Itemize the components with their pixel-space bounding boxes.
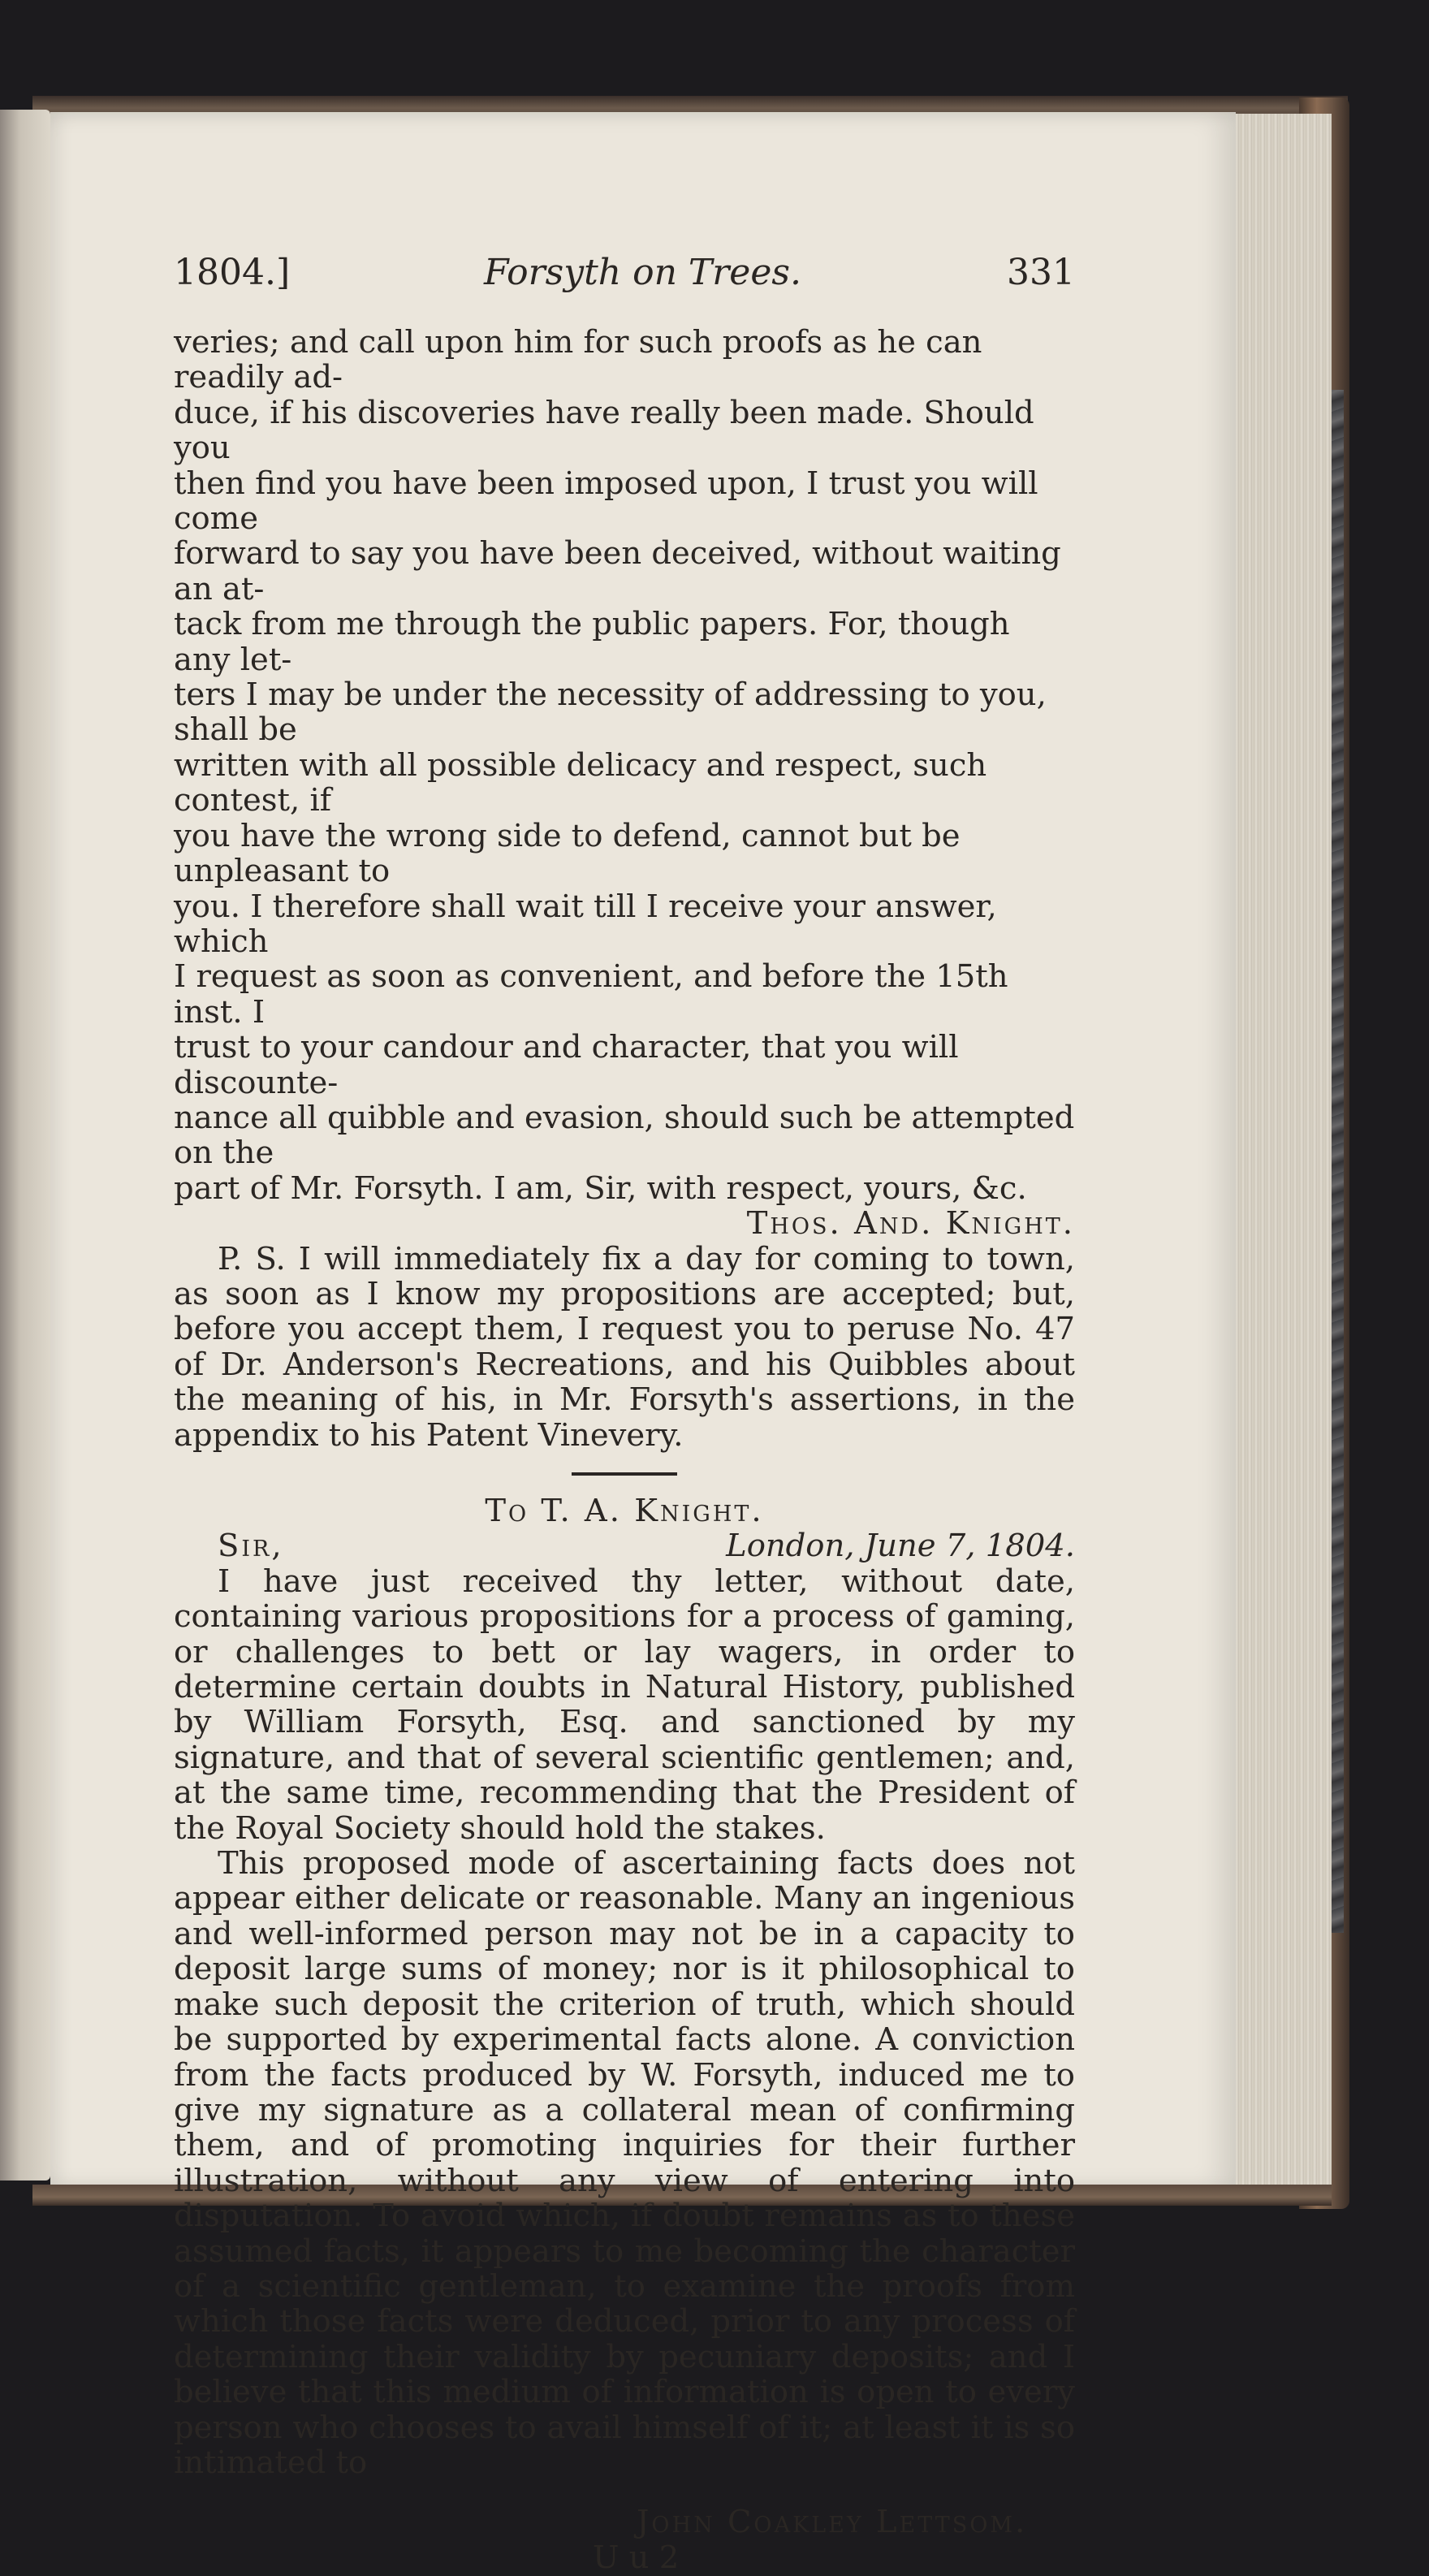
letter1-line: you have the wrong side to defend, cannot but be unpleasant to <box>174 817 961 890</box>
page-body <box>174 325 1075 2575</box>
letter2-place-date: London, June 7, 1804. <box>726 1528 1075 1565</box>
letter2-heading: To T. A. Knight. <box>485 1493 764 1529</box>
letter2-paragraph-2: This proposed mode of ascertaining facts does not appear either delicate or reasonable. Many an ingenious and well-informed person may not be in a capacity to deposit large sums of money; nor is it philosophical to make such deposit the criterion of truth, which should be supported by experimental facts alone. A conviction from the facts produced by W. Forsyth, induced me to give my signature as a collateral mean of confirming them, and of promoting inquiries for their further illustration, without any view of entering into disputation. To avoid which, if doubt remains as to these assumed facts, it appears to me becoming the character of a scientific gentleman, to examine the proofs from which those facts were deduced, prior to any process of determining their validity by pecuniary deposits; and I believe that this medium of information is open to every person who chooses to avail himself of it; at least it is so intimated to <box>174 1845 1075 2481</box>
letter1-signature: Thos. And. Knight. <box>746 1205 1075 1243</box>
header-title: Forsyth on Trees. <box>484 252 801 293</box>
letter1-line: nance all quibble and evasion, should such be attempted on the <box>174 1099 1075 1172</box>
header-year: 1804.] <box>174 252 291 293</box>
letter1-line: ters I may be under the necessity of addressing to you, shall be <box>174 676 1047 749</box>
letter2-signature: John Coakley Lettsom. <box>637 2504 1028 2541</box>
page-number: 331 <box>1007 252 1075 293</box>
letter1-line: written with all possible delicacy and respect, such contest, if <box>174 746 987 819</box>
letter1-line: part of Mr. Forsyth. I am, Sir, with respect, yours, &c. <box>174 1169 1027 1207</box>
letter1-line: you. I therefore shall wait till I receive your answer, which <box>174 888 997 960</box>
facing-page-edge <box>0 110 50 2181</box>
letter1-line: forward to say you have been deceived, without waiting an at- <box>174 535 1061 607</box>
section-divider <box>572 1472 677 1476</box>
letter2-dateline <box>174 1528 1075 1563</box>
letter1-line: trust to your candour and character, that you will discounte- <box>174 1029 959 1101</box>
letter1-postscript: P. S. I will immediately fix a day for coming to town, as soon as I know my propositions are accepted; but, before you accept them, I request you to peruse No. 47 of Dr. Anderson's Recreations, and his Quibbles about the meaning of his, in Mr. Forsyth's assertions, in the appendix to his Patent Vinevery. <box>174 1240 1075 1454</box>
page-stack-edges <box>1226 114 1332 2193</box>
letter1-line: tack from me through the public papers. For, though any let- <box>174 606 1010 678</box>
signature-mark: U u 2 <box>593 2539 680 2576</box>
letter2-paragraph-1: I have just received thy letter, without date, containing various propositions for a process of gaming, or challenges to bett or lay wagers, in order to determine certain doubts in Natural History, published by William Forsyth, Esq. and sanctioned by my signature, and that of several scientific gentlemen; and, at the same time, recommending that the President of the Royal Society should hold the stakes. <box>174 1562 1075 1847</box>
letter1-line: veries; and call upon him for such proofs as he can readily ad- <box>174 324 982 396</box>
letter1-line: I request as soon as convenient, and before the 15th inst. I <box>174 958 1008 1031</box>
running-header <box>174 252 1075 300</box>
letter1-line: duce, if his discoveries have really been made. Should you <box>174 394 1034 467</box>
letter1-line: then find you have been imposed upon, I trust you will come <box>174 465 1038 538</box>
letter2-salutation: Sir, <box>218 1528 284 1565</box>
